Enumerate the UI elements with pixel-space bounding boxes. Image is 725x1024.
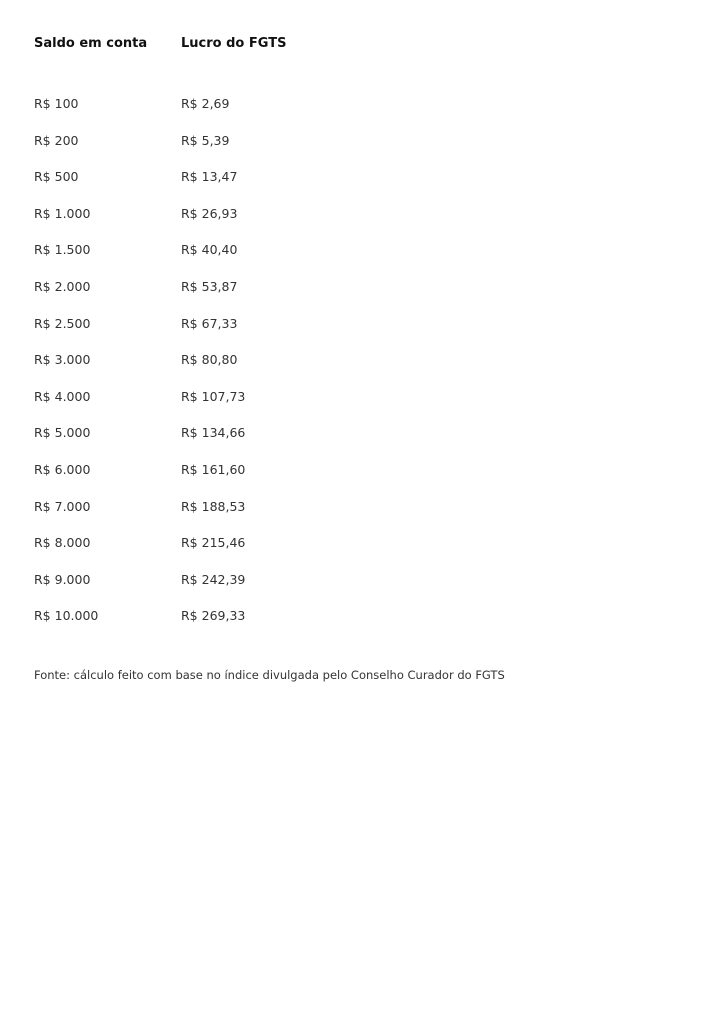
table-row [0, 424, 725, 461]
saldo-cell: R$ 8.000 [34, 535, 91, 551]
table-row [0, 132, 725, 169]
table-row [0, 351, 725, 388]
lucro-cell: R$ 107,73 [181, 388, 246, 404]
lucro-cell: R$ 242,39 [181, 571, 246, 587]
lucro-cell: R$ 67,33 [181, 315, 238, 331]
lucro-cell: R$ 161,60 [181, 461, 246, 477]
table-row [0, 388, 725, 425]
saldo-cell: R$ 7.000 [34, 498, 91, 514]
lucro-cell: R$ 53,87 [181, 278, 238, 294]
table-row [0, 607, 725, 644]
saldo-cell: R$ 2.000 [34, 278, 91, 294]
lucro-cell: R$ 13,47 [181, 169, 238, 185]
lucro-cell: R$ 215,46 [181, 535, 246, 551]
lucro-cell: R$ 26,93 [181, 205, 238, 221]
table-row [0, 168, 725, 205]
table-row [0, 571, 725, 608]
source-note: Fonte: cálculo feito com base no índice divulgada pelo Conselho Curador do FGTS [34, 668, 505, 682]
saldo-cell: R$ 200 [34, 132, 79, 148]
table-row [0, 278, 725, 315]
lucro-cell: R$ 40,40 [181, 242, 238, 258]
table-row [0, 498, 725, 535]
saldo-cell: R$ 4.000 [34, 388, 91, 404]
table-body [0, 95, 725, 644]
saldo-cell: R$ 9.000 [34, 571, 91, 587]
saldo-cell: R$ 1.000 [34, 205, 91, 221]
lucro-cell: R$ 269,33 [181, 608, 246, 624]
saldo-cell: R$ 1.500 [34, 242, 91, 258]
saldo-cell: R$ 6.000 [34, 461, 91, 477]
table-row [0, 241, 725, 278]
lucro-cell: R$ 5,39 [181, 132, 230, 148]
lucro-cell: R$ 2,69 [181, 96, 230, 111]
table-header [0, 35, 725, 55]
table-row [0, 315, 725, 352]
table-row [0, 95, 725, 132]
table-row [0, 461, 725, 498]
lucro-cell: R$ 188,53 [181, 498, 246, 514]
saldo-cell: R$ 2.500 [34, 315, 91, 331]
saldo-cell: R$ 500 [34, 169, 79, 185]
lucro-cell: R$ 134,66 [181, 425, 246, 441]
lucro-cell: R$ 80,80 [181, 352, 238, 368]
saldo-cell: R$ 3.000 [34, 352, 91, 368]
table-row [0, 205, 725, 242]
header-saldo-em-conta: Saldo em conta [34, 36, 148, 51]
saldo-cell: R$ 100 [34, 96, 79, 111]
table-row [0, 534, 725, 571]
saldo-cell: R$ 5.000 [34, 425, 91, 441]
header-lucro-do-fgts: Lucro do FGTS [181, 36, 287, 51]
saldo-cell: R$ 10.000 [34, 608, 99, 624]
